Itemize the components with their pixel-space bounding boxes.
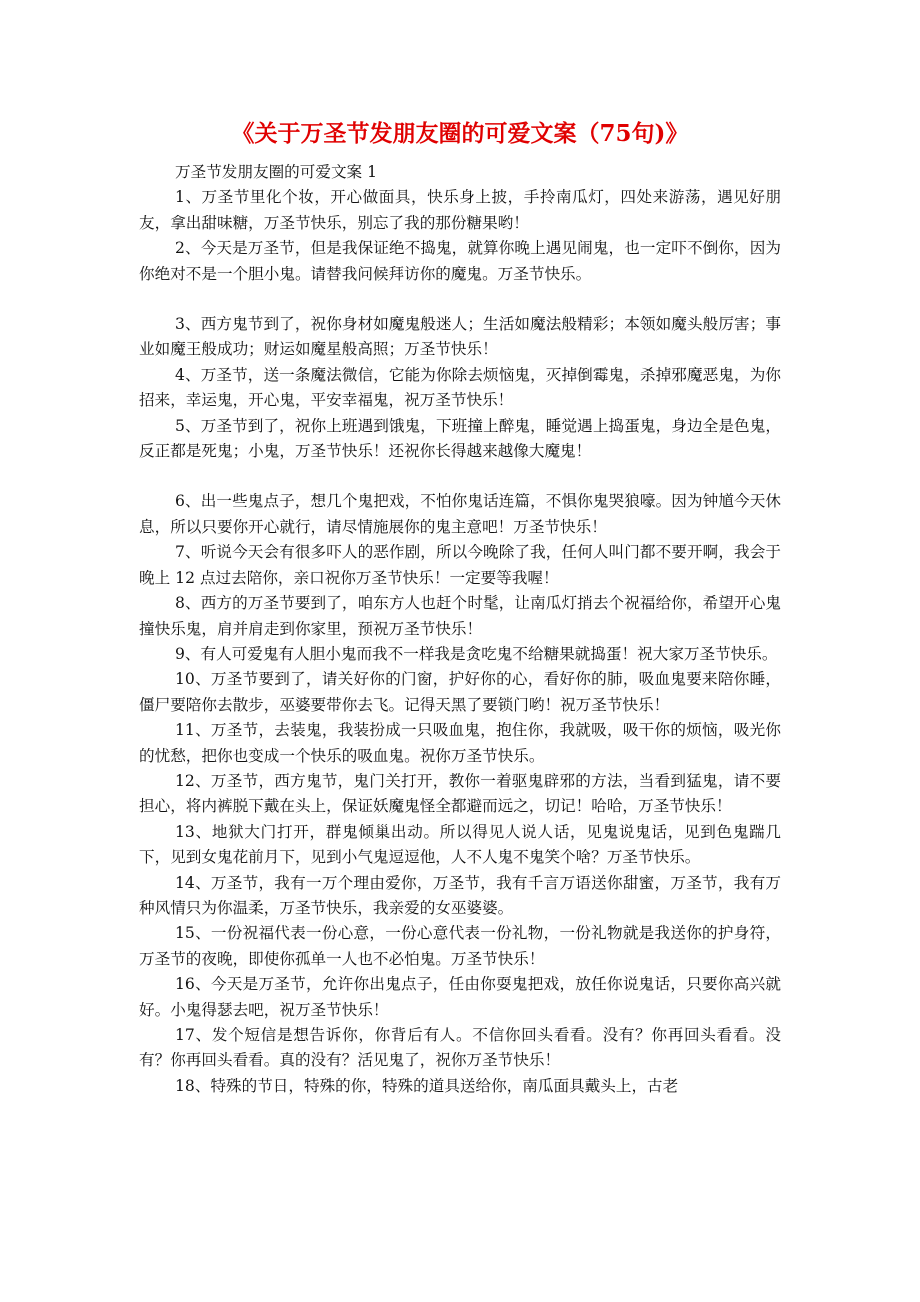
document-title: 《关于万圣节发朋友圈的可爱文案（75句)》 — [231, 120, 689, 147]
document-body — [139, 160, 781, 1099]
paragraph: 7、听说今天会有很多吓人的恶作剧，所以今晚除了我，任何人叫门都不要开啊，我会于晚上 12 点过去陪你，亲口祝你万圣节快乐！一定要等我喔！ — [139, 543, 781, 587]
paragraph: 17、发个短信是想告诉你，你背后有人。不信你回头看看。没有？你再回头看看。没有？你再回头看看。真的没有？活见鬼了，祝你万圣节快乐！ — [139, 1026, 781, 1070]
paragraph: 1、万圣节里化个妆，开心做面具，快乐身上披，手拎南瓜灯，四处来游荡，遇见好朋友，拿出甜味糖，万圣节快乐，别忘了我的那份糖果哟！ — [139, 188, 781, 232]
paragraph: 13、地狱大门打开，群鬼倾巢出动。所以得见人说人话，见鬼说鬼话，见到色鬼踹几下，见到女鬼花前月下，见到小气鬼逗逗他，人不人鬼不鬼笑个啥？万圣节快乐。 — [139, 822, 781, 867]
paragraph: 18、特殊的节日，特殊的你，特殊的道具送给你，南瓜面具戴头上，古老 — [175, 1076, 679, 1095]
paragraph: 10、万圣节要到了，请关好你的门窗，护好你的心，看好你的肺，吸血鬼要来陪你睡，僵尸要陪你去散步，巫婆要带你去飞。记得天黑了要锁门哟！祝万圣节快乐！ — [139, 670, 781, 714]
paragraph: 4、万圣节，送一条魔法微信，它能为你除去烦恼鬼，灭掉倒霉鬼，杀掉邪魔恶鬼，为你招来，幸运鬼，开心鬼，平安幸福鬼，祝万圣节快乐！ — [139, 365, 781, 410]
paragraph: 9、有人可爱鬼有人胆小鬼而我不一样我是贪吃鬼不给糖果就捣蛋！祝大家万圣节快乐。 — [175, 644, 778, 663]
paragraph: 11、万圣节，去装鬼，我装扮成一只吸血鬼，抱住你，我就吸，吸干你的烦恼，吸光你的忧愁，把你也变成一个快乐的吸血鬼。祝你万圣节快乐。 — [139, 721, 781, 765]
paragraph: 5、万圣节到了，祝你上班遇到饿鬼，下班撞上醉鬼，睡觉遇上捣蛋鬼，身边全是色鬼，反正都是死鬼；小鬼，万圣节快乐！还祝你长得越来越像大魔鬼！ — [139, 416, 781, 461]
paragraph: 16、今天是万圣节，允许你出鬼点子，任由你耍鬼把戏，放任你说鬼话，只要你高兴就好。小鬼得瑟去吧，祝万圣节快乐！ — [139, 975, 781, 1019]
section-heading: 万圣节发朋友圈的可爱文案 1 — [175, 163, 378, 181]
paragraph: 2、今天是万圣节，但是我保证绝不捣鬼，就算你晚上遇见闹鬼，也一定吓不倒你，因为你绝对不是一个胆小鬼。请替我问候拜访你的魔鬼。万圣节快乐。 — [139, 239, 781, 283]
paragraph: 14、万圣节，我有一万个理由爱你，万圣节，我有千言万语送你甜蜜，万圣节，我有万种风情只为你温柔，万圣节快乐，我亲爱的女巫婆婆。 — [139, 873, 781, 917]
paragraph: 12、万圣节，西方鬼节，鬼门关打开，教你一着驱鬼辟邪的方法，当看到猛鬼，请不要担心，将内裤脱下戴在头上，保证妖魔鬼怪全都避而远之，切记！哈哈，万圣节快乐！ — [139, 771, 781, 816]
paragraph: 8、西方的万圣节要到了，咱东方人也赶个时髦，让南瓜灯捎去个祝福给你，希望开心鬼撞快乐鬼，肩并肩走到你家里，预祝万圣节快乐！ — [139, 594, 781, 638]
paragraph: 15、一份祝福代表一份心意，一份心意代表一份礼物，一份礼物就是我送你的护身符，万圣节的夜晚，即使你孤单一人也不必怕鬼。万圣节快乐！ — [139, 924, 781, 968]
paragraph: 6、出一些鬼点子，想几个鬼把戏，不怕你鬼话连篇，不惧你鬼哭狼嚎。因为钟馗今天休息，所以只要你开心就行，请尽情施展你的鬼主意吧！万圣节快乐！ — [139, 492, 781, 536]
paragraph: 3、西方鬼节到了，祝你身材如魔鬼般迷人；生活如魔法般精彩；本领如魔头般厉害；事业如魔王般成功；财运如魔星般高照；万圣节快乐！ — [139, 315, 781, 359]
